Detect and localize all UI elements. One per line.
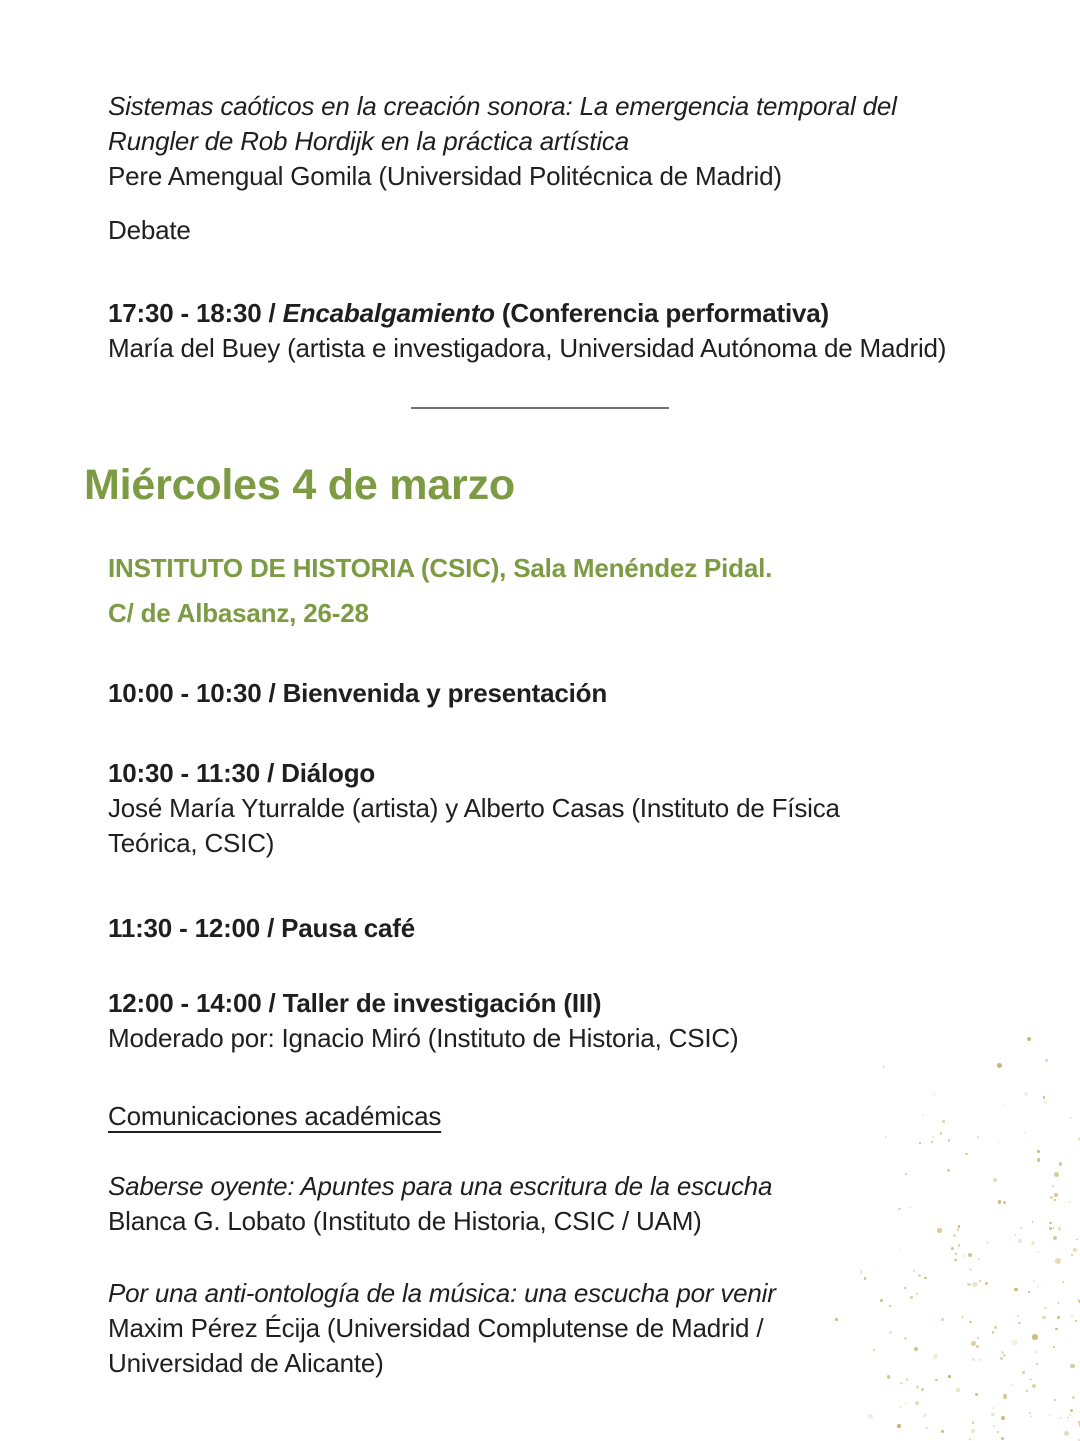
paper-author: Maxim Pérez Écija (Universidad Complutense de Madrid /: [108, 1313, 764, 1343]
slot-dialogue-speakers: José María Yturralde (artista) y Alberto Casas (Instituto de Física: [108, 793, 840, 823]
performance-title-suffix: (Conferencia performativa): [494, 298, 829, 328]
paper-title: Por una anti-ontología de la música: una escucha por venir: [108, 1278, 776, 1308]
performance-block: [108, 296, 1080, 366]
slot-workshop: [108, 986, 1080, 1056]
performance-speaker: María del Buey (artista e investigadora, Universidad Autónoma de Madrid): [108, 333, 947, 363]
section-divider: [411, 407, 669, 409]
talk-title-block: [108, 89, 1080, 194]
performance-title: Encabalgamiento: [282, 298, 495, 328]
slot-coffee: 11:30 - 12:00 / Pausa café: [108, 913, 416, 943]
slot-workshop-moderator: Moderado por: Ignacio Miró (Instituto de Historia, CSIC): [108, 1023, 739, 1053]
communications-heading: Comunicaciones académicas: [108, 1101, 442, 1131]
talk-speaker: Pere Amengual Gomila (Universidad Politécnica de Madrid): [108, 161, 782, 191]
paper-author: Blanca G. Lobato (Instituto de Historia, CSIC / UAM): [108, 1206, 702, 1236]
venue-block: [108, 546, 1080, 636]
slot-dialogue-title: 10:30 - 11:30 / Diálogo: [108, 758, 376, 788]
slot-dialogue-speakers: Teórica, CSIC): [108, 828, 275, 858]
performance-title-line: [108, 296, 1080, 331]
venue-line: INSTITUTO DE HISTORIA (CSIC), Sala Menéndez Pidal.: [108, 553, 773, 583]
paper-title: Saberse oyente: Apuntes para una escritura de la escucha: [108, 1171, 773, 1201]
performance-time: 17:30 - 18:30 /: [108, 298, 283, 328]
day-heading: Miércoles 4 de marzo: [84, 461, 515, 509]
slot-dialogue: [108, 756, 1080, 861]
paper-1: [108, 1169, 1080, 1239]
paper-2: [108, 1276, 1080, 1381]
slot-workshop-title: 12:00 - 14:00 / Taller de investigación (III): [108, 988, 602, 1018]
venue-line: C/ de Albasanz, 26-28: [108, 598, 369, 628]
slot-welcome: 10:00 - 10:30 / Bienvenida y presentación: [108, 678, 608, 708]
talk-title-line: Sistemas caóticos en la creación sonora: La emergencia temporal del: [108, 91, 897, 121]
paper-author: Universidad de Alicante): [108, 1348, 384, 1378]
talk-title-line: Rungler de Rob Hordijk en la práctica artística: [108, 126, 629, 156]
debate-label: Debate: [108, 215, 191, 245]
